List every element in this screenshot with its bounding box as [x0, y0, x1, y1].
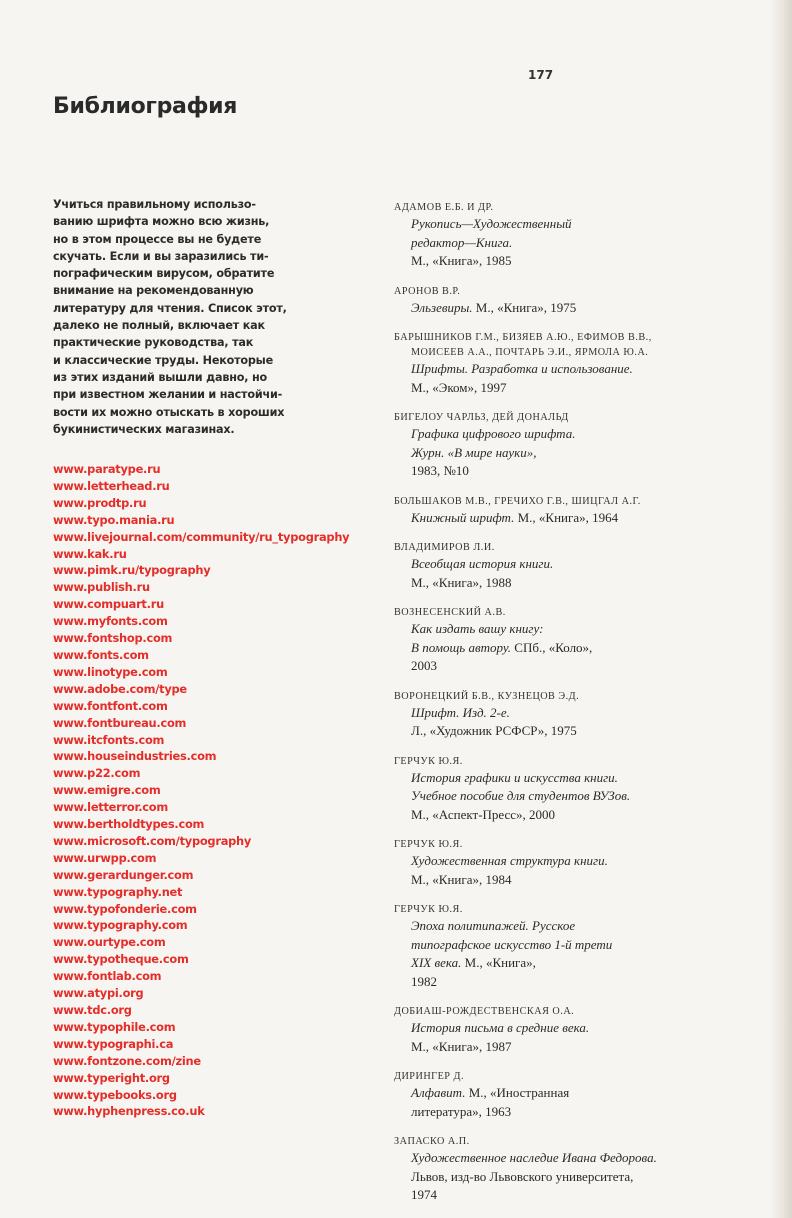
resource-link[interactable]: www.microsoft.com/typography	[53, 833, 252, 848]
bibliography-entry	[394, 689, 754, 741]
resource-link[interactable]: www.houseindustries.com	[53, 749, 217, 764]
bibliography-entry	[394, 494, 754, 528]
bibliography-entry	[394, 837, 754, 889]
entry-line: Шрифты. Разработка и использование.	[411, 361, 633, 376]
intro-line: Учиться правильному использо-	[53, 198, 256, 211]
entry-line: литература», 1963	[411, 1103, 512, 1119]
intro-line: скучать. Если и вы заразились ти-	[53, 249, 269, 263]
bibliography-entry	[394, 540, 754, 592]
entry-line: Всеобщая история книги.	[411, 556, 554, 571]
resource-link[interactable]: www.typeright.org	[53, 1070, 170, 1085]
entry-line: 1982	[411, 973, 437, 989]
resource-link[interactable]: www.paratype.ru	[53, 462, 161, 476]
page-number: 177	[528, 68, 554, 82]
resource-link[interactable]: www.prodtp.ru	[53, 495, 147, 510]
resource-link[interactable]: www.urwpp.com	[53, 850, 157, 865]
resource-link[interactable]: www.pimk.ru/typography	[53, 563, 211, 578]
resource-link[interactable]: www.fonts.com	[53, 647, 149, 662]
intro-line: ванию шрифта можно всю жизнь,	[53, 215, 270, 229]
entry-line: М., «Книга», 1987	[411, 1038, 512, 1054]
entry-line: Львов, изд-во Львовского университета,	[411, 1168, 634, 1184]
resource-link-list	[53, 461, 349, 1120]
intro-line: и классические труды. Некоторые	[53, 353, 273, 367]
bibliography-entry	[394, 1004, 754, 1056]
resource-link[interactable]: www.typography.com	[53, 918, 188, 933]
entry-author: ГЕРЧУК Ю.Я.	[394, 839, 463, 850]
entry-line: М., «Аспект-Пресс», 2000	[411, 806, 556, 822]
bibliography-entry	[394, 754, 754, 825]
resource-link[interactable]: www.kak.ru	[53, 546, 127, 561]
intro-line: внимание на рекомендованную	[53, 284, 254, 298]
resource-link[interactable]: www.letterror.com	[53, 800, 168, 815]
resource-link[interactable]: www.typotheque.com	[53, 952, 189, 967]
resource-link[interactable]: www.tdc.org	[53, 1003, 132, 1017]
entry-author: ГЕРЧУК Ю.Я.	[394, 755, 463, 767]
bibliography-entry	[394, 410, 754, 481]
entry-line: Книжный шрифт. М., «Книга», 1964	[411, 509, 619, 525]
page-edge-shadow	[770, 0, 792, 1218]
entry-line: Рукопись—Художественный	[411, 216, 572, 231]
bibliography-entry	[394, 902, 754, 991]
entry-line: М., «Эком», 1997	[411, 379, 507, 395]
intro-line: далеко не полный, включает как	[53, 319, 265, 333]
bibliography-entry	[394, 605, 754, 676]
resource-link[interactable]: www.compuart.ru	[53, 597, 164, 612]
entry-line: 1983, №10	[411, 463, 469, 478]
entry-line: 2003	[411, 658, 437, 673]
resource-link[interactable]: www.typebooks.org	[53, 1087, 177, 1102]
resource-link[interactable]: www.typophile.com	[53, 1019, 176, 1034]
bibliography-entry	[394, 330, 754, 397]
resource-link[interactable]: www.letterhead.ru	[53, 478, 170, 493]
entry-line: Учебное пособие для студентов ВУЗов.	[411, 788, 631, 803]
entry-line: Л., «Художник РСФСР», 1975	[411, 723, 577, 738]
intro-line: при известном желании и настойчи-	[53, 388, 283, 402]
entry-line: Как издать вашу книгу:	[411, 621, 544, 636]
resource-link[interactable]: www.fontshop.com	[53, 631, 173, 646]
resource-link[interactable]: www.livejournal.com/community/ru_typography	[53, 529, 350, 544]
resource-link[interactable]: www.myfonts.com	[53, 614, 168, 629]
entry-line: Алфавит. М., «Иностранная	[411, 1085, 570, 1100]
bibliography-entry	[394, 1134, 754, 1205]
entry-line: Графика цифрового шрифта.	[411, 426, 576, 441]
bibliography-entry	[394, 1069, 754, 1121]
intro-paragraph	[53, 196, 298, 438]
entry-line: Журн. «В мире науки»,	[411, 444, 537, 460]
intro-line: но в этом процессе вы не будете	[53, 232, 262, 246]
entry-line: М., «Книга», 1988	[411, 574, 512, 590]
page-title: Библиография	[53, 94, 238, 119]
entry-line: М., «Книга», 1984	[411, 871, 512, 887]
resource-link[interactable]: www.p22.com	[53, 766, 141, 781]
entry-line: История письма в средние века.	[411, 1020, 590, 1035]
resource-link[interactable]: www.fontzone.com/zine	[53, 1053, 201, 1068]
entry-line: История графики и искусства книги.	[411, 769, 618, 785]
bibliography-list	[394, 200, 754, 1218]
resource-link[interactable]: www.fontfont.com	[53, 698, 168, 713]
resource-link[interactable]: www.ourtype.com	[53, 935, 166, 950]
entry-line: Эпоха политипажей. Русское	[411, 918, 576, 933]
entry-line: Художественное наследие Ивана Федорова.	[411, 1150, 657, 1165]
intro-line: пографическим вирусом, обратите	[53, 267, 275, 281]
entry-author: БОЛЬШАКОВ М.В., ГРЕЧИХО Г.В., ШИЦГАЛ А.Г.	[394, 495, 641, 507]
resource-link[interactable]: www.typo.mania.ru	[53, 512, 175, 527]
entry-author: БИГЕЛОУ ЧАРЛЬЗ, ДЕЙ ДОНАЛЬД	[394, 412, 569, 423]
resource-link[interactable]: www.fontlab.com	[53, 969, 162, 984]
entry-line: М., «Книга», 1985	[411, 253, 512, 268]
entry-line: Эльзевиры. М., «Книга», 1975	[411, 299, 577, 315]
intro-line: из этих изданий вышли давно, но	[53, 370, 267, 384]
resource-link[interactable]: www.linotype.com	[53, 664, 168, 679]
entry-line: 1974	[411, 1187, 437, 1202]
resource-link[interactable]: www.publish.ru	[53, 580, 150, 595]
resource-link[interactable]: www.typography.net	[53, 884, 183, 899]
entry-line: Шрифт. Изд. 2-е.	[411, 704, 510, 720]
resource-link[interactable]: www.typographi.ca	[53, 1036, 174, 1051]
resource-link[interactable]: www.itcfonts.com	[53, 732, 165, 747]
entry-line: В помощь автору. СПб., «Коло»,	[411, 639, 593, 655]
entry-author: АДАМОВ Е.Б. И ДР.	[394, 202, 494, 213]
intro-line: литературу для чтения. Список этот,	[53, 301, 287, 315]
resource-link[interactable]: www.fontbureau.com	[53, 715, 187, 730]
entry-author: ДИРИНГЕР Д.	[394, 1071, 465, 1082]
intro-line: букинистических магазинах.	[53, 422, 235, 436]
resource-link[interactable]: www.hyphenpress.co.uk	[53, 1104, 205, 1119]
resource-link[interactable]: www.gerardunger.com	[53, 867, 194, 882]
intro-line: вости их можно отыскать в хороших	[53, 405, 285, 419]
entry-author: БАРЫШНИКОВ Г.М., БИЗЯЕВ А.Ю., ЕФИМОВ В.В.,	[394, 332, 652, 343]
entry-line: XIX века. М., «Книга»,	[411, 955, 536, 970]
entry-author: АРОНОВ В.Р.	[394, 285, 461, 297]
entry-author: ГЕРЧУК Ю.Я.	[394, 904, 463, 915]
entry-line: типографское искусство 1-й трети	[411, 936, 613, 952]
entry-author-continued: МОИСЕЕВ А.А., ПОЧТАРЬ Э.И., ЯРМОЛА Ю.А.	[411, 347, 649, 358]
entry-author: ВОРОНЕЦКИЙ Б.В., КУЗНЕЦОВ Э.Д.	[394, 690, 580, 702]
bibliography-entry	[394, 284, 754, 318]
resource-link[interactable]: www.typofonderie.com	[53, 901, 197, 916]
resource-link[interactable]: www.bertholdtypes.com	[53, 817, 205, 832]
entry-line: Художественная структура книги.	[411, 853, 608, 868]
resource-link[interactable]: www.adobe.com/type	[53, 681, 187, 696]
entry-line: редактор—Книга.	[411, 234, 513, 250]
entry-author: ВОЗНЕСЕНСКИЙ А.В.	[394, 607, 506, 618]
entry-author: ЗАПАСКО А.П.	[394, 1136, 470, 1147]
entry-author: ДОБИАШ-РОЖДЕСТВЕНСКАЯ О.А.	[394, 1006, 575, 1017]
intro-line: практические руководства, так	[53, 336, 254, 350]
resource-link[interactable]: www.emigre.com	[53, 783, 161, 798]
bibliography-entry	[394, 200, 754, 271]
resource-link[interactable]: www.atypi.org	[53, 986, 144, 1001]
entry-author: ВЛАДИМИРОВ Л.И.	[394, 542, 495, 553]
